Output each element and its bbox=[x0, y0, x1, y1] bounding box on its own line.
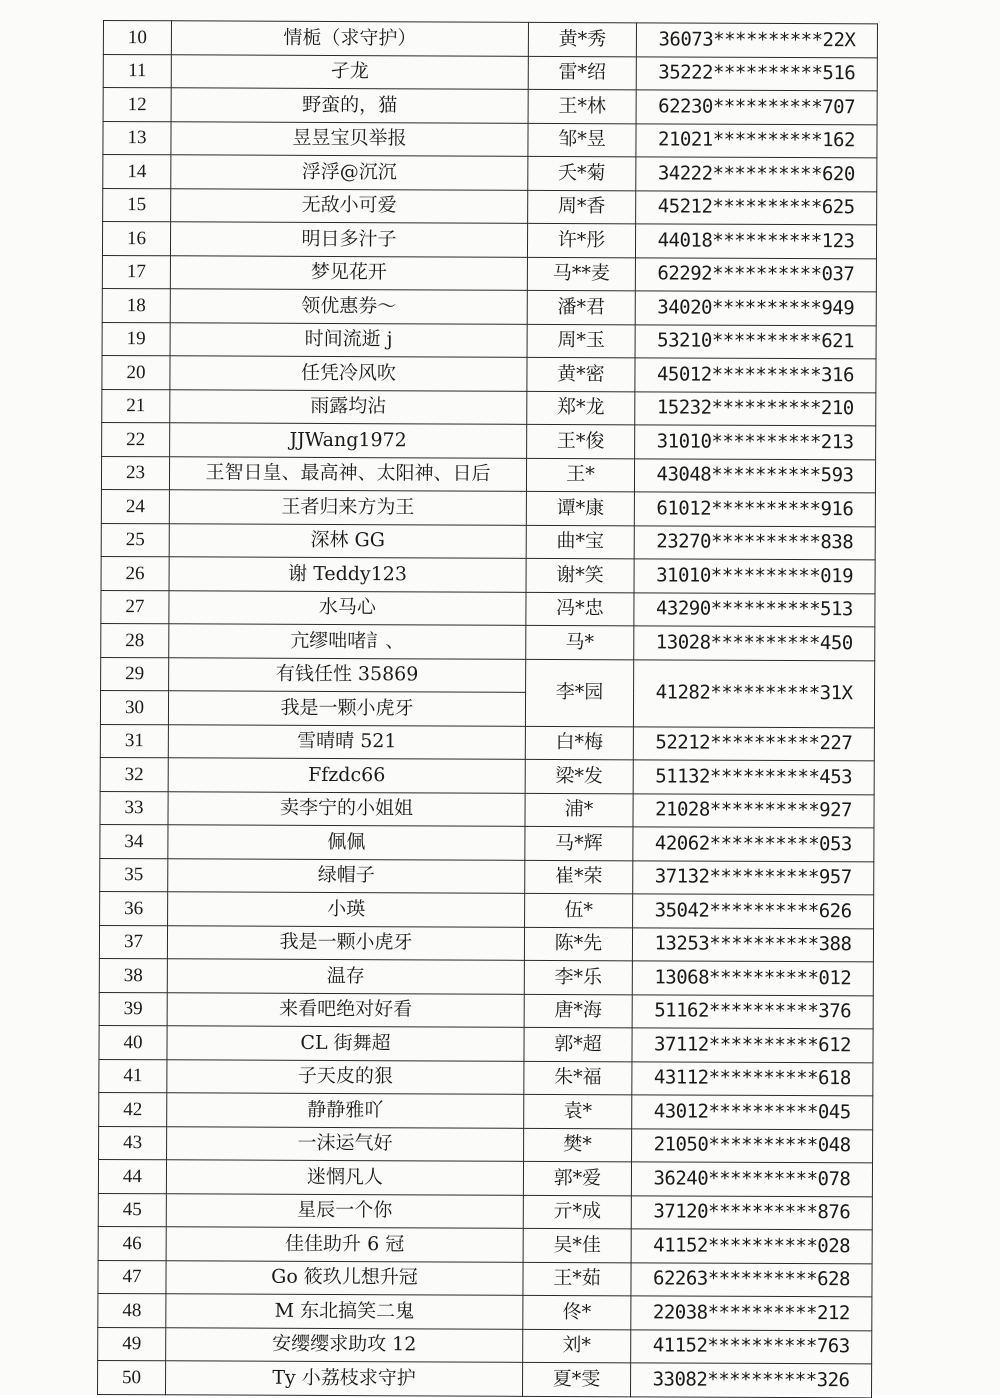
id-number-cell: 37120**********876 bbox=[631, 1195, 872, 1230]
table-row bbox=[102, 255, 876, 292]
real-name-cell: 邹*昱 bbox=[528, 123, 636, 157]
real-name-cell: 郭*爱 bbox=[523, 1161, 631, 1195]
real-name-cell: 马**麦 bbox=[527, 257, 635, 291]
nickname-cell: 小瑛 bbox=[168, 892, 525, 927]
row-number: 20 bbox=[102, 355, 170, 389]
nickname-cell: 我是一颗小虎牙 bbox=[167, 925, 524, 960]
table-row bbox=[98, 1193, 872, 1230]
id-number-cell: 41282**********31X bbox=[633, 659, 874, 727]
id-number-cell: 42062**********053 bbox=[633, 827, 874, 862]
nickname-cell: 浮浮@沉沉 bbox=[171, 155, 528, 190]
table-row bbox=[102, 422, 876, 459]
table-row bbox=[98, 1226, 872, 1263]
row-number: 18 bbox=[102, 288, 170, 322]
id-number-cell: 21021**********162 bbox=[636, 123, 877, 158]
id-number-cell: 51132**********453 bbox=[633, 760, 874, 795]
id-number-cell: 53210**********621 bbox=[635, 324, 876, 359]
real-name-cell: 唐*海 bbox=[524, 994, 632, 1028]
table-row bbox=[100, 757, 874, 794]
real-name-cell: 许*彤 bbox=[527, 223, 635, 257]
id-number-cell: 44018**********123 bbox=[635, 224, 876, 259]
row-number: 27 bbox=[101, 590, 169, 624]
real-name-cell: 陈*先 bbox=[524, 927, 632, 961]
id-number-cell: 43112**********618 bbox=[632, 1061, 873, 1096]
id-number-cell: 43048**********593 bbox=[634, 458, 875, 493]
id-number-cell: 36073**********22X bbox=[636, 23, 877, 58]
real-name-cell: 周*香 bbox=[528, 190, 636, 224]
real-name-cell: 王*林 bbox=[528, 89, 636, 123]
nickname-cell: 静静雅吖 bbox=[167, 1093, 524, 1128]
row-number: 32 bbox=[100, 757, 168, 791]
table-row bbox=[102, 222, 876, 259]
id-number-cell: 45212**********625 bbox=[636, 190, 877, 225]
nickname-cell: 有钱任性 35869 bbox=[169, 657, 526, 692]
table-row bbox=[101, 623, 875, 660]
row-number: 24 bbox=[101, 489, 169, 523]
row-number: 41 bbox=[99, 1059, 167, 1093]
roster-table bbox=[97, 20, 878, 1398]
nickname-cell: 孑龙 bbox=[171, 54, 528, 89]
table-row bbox=[102, 288, 876, 325]
row-number: 44 bbox=[98, 1159, 166, 1193]
row-number: 40 bbox=[99, 1025, 167, 1059]
row-number: 33 bbox=[100, 791, 168, 825]
real-name-cell: 谢*笑 bbox=[526, 558, 634, 592]
row-number: 15 bbox=[103, 188, 171, 222]
table-row bbox=[98, 1360, 872, 1397]
nickname-cell: 子天皮的狠 bbox=[167, 1059, 524, 1094]
nickname-cell: Ty 小荔枝求守护 bbox=[166, 1361, 523, 1396]
row-number: 36 bbox=[100, 891, 168, 925]
real-name-cell: 梁*发 bbox=[525, 759, 633, 793]
row-number: 25 bbox=[101, 523, 169, 557]
roster-body bbox=[98, 21, 878, 1398]
table-row bbox=[100, 891, 874, 928]
nickname-cell: 情栀（求守护） bbox=[171, 21, 528, 56]
table-row bbox=[102, 355, 876, 392]
nickname-cell: 卖李宁的小姐姐 bbox=[168, 791, 525, 826]
table-row bbox=[98, 1293, 872, 1330]
table-row bbox=[103, 188, 877, 225]
real-name-cell: 曲*宝 bbox=[526, 525, 634, 559]
nickname-cell: Go 筱玖儿想升冠 bbox=[166, 1260, 523, 1295]
table-row bbox=[99, 992, 873, 1029]
nickname-cell: 雪晴晴 521 bbox=[168, 724, 525, 759]
real-name-cell: 浦* bbox=[525, 793, 633, 827]
nickname-cell: 水马心 bbox=[169, 590, 526, 625]
real-name-cell: 王*俊 bbox=[527, 424, 635, 458]
real-name-cell: 袁* bbox=[524, 1094, 632, 1128]
row-number: 31 bbox=[100, 724, 168, 758]
real-name-cell: 冯*忠 bbox=[526, 592, 634, 626]
real-name-cell: 郭*超 bbox=[524, 1027, 632, 1061]
nickname-cell: 领优惠券～ bbox=[170, 289, 527, 324]
real-name-cell: 李*乐 bbox=[524, 960, 632, 994]
id-number-cell: 21028**********927 bbox=[633, 793, 874, 828]
real-name-cell: 刘* bbox=[523, 1329, 631, 1363]
id-number-cell: 43012**********045 bbox=[632, 1095, 873, 1130]
row-number: 22 bbox=[102, 422, 170, 456]
row-number: 30 bbox=[100, 690, 168, 724]
nickname-cell: 梦见花开 bbox=[170, 255, 527, 290]
real-name-cell: 白*梅 bbox=[525, 726, 633, 760]
table-row bbox=[101, 590, 875, 627]
id-number-cell: 41152**********763 bbox=[631, 1329, 872, 1364]
nickname-cell: 王智日皇、最高神、太阳神、日后 bbox=[169, 456, 526, 491]
real-name-cell: 周*玉 bbox=[527, 324, 635, 358]
table-row bbox=[101, 489, 875, 526]
row-number: 39 bbox=[99, 992, 167, 1026]
row-number: 37 bbox=[99, 925, 167, 959]
nickname-cell: 迷惘凡人 bbox=[166, 1160, 523, 1195]
nickname-cell: 时间流逝 j bbox=[170, 322, 527, 357]
real-name-cell: 谭*康 bbox=[526, 491, 634, 525]
row-number: 19 bbox=[102, 322, 170, 356]
table-row bbox=[99, 1092, 873, 1129]
id-number-cell: 22038**********212 bbox=[631, 1296, 872, 1331]
id-number-cell: 23270**********838 bbox=[634, 525, 875, 560]
table-row bbox=[100, 791, 874, 828]
row-number: 35 bbox=[100, 858, 168, 892]
id-number-cell: 43290**********513 bbox=[634, 592, 875, 627]
id-number-cell: 33082**********326 bbox=[630, 1363, 871, 1398]
nickname-cell: 昱昱宝贝举报 bbox=[171, 121, 528, 156]
real-name-cell: 夏*雯 bbox=[523, 1362, 631, 1396]
real-name-cell: 王*茹 bbox=[523, 1262, 631, 1296]
row-number: 13 bbox=[103, 121, 171, 155]
id-number-cell: 45012**********316 bbox=[635, 358, 876, 393]
real-name-cell: 佟* bbox=[523, 1295, 631, 1329]
id-number-cell: 15232**********210 bbox=[635, 391, 876, 426]
nickname-cell: 雨露均沾 bbox=[170, 389, 527, 424]
id-number-cell: 13253**********388 bbox=[632, 927, 873, 962]
real-name-cell: 崔*荣 bbox=[525, 860, 633, 894]
row-number: 49 bbox=[98, 1327, 166, 1361]
table-row bbox=[103, 54, 877, 91]
row-number: 28 bbox=[101, 623, 169, 657]
real-name-cell: 黄*秀 bbox=[528, 22, 636, 56]
real-name-cell: 郑*龙 bbox=[527, 391, 635, 425]
row-number: 12 bbox=[103, 88, 171, 122]
nickname-cell: M 东北搞笑二鬼 bbox=[166, 1294, 523, 1329]
nickname-cell: 谢 Teddy123 bbox=[169, 557, 526, 592]
table-row bbox=[99, 1025, 873, 1062]
nickname-cell: 来看吧绝对好看 bbox=[167, 992, 524, 1027]
table-row bbox=[103, 121, 877, 158]
nickname-cell: 一沫运气好 bbox=[167, 1126, 524, 1161]
id-number-cell: 13028**********450 bbox=[634, 626, 875, 661]
table-row bbox=[103, 21, 877, 58]
real-name-cell: 夭*菊 bbox=[528, 156, 636, 190]
real-name-cell: 马*辉 bbox=[525, 826, 633, 860]
table-row bbox=[100, 824, 874, 861]
table-row bbox=[101, 556, 875, 593]
row-number: 45 bbox=[98, 1193, 166, 1227]
real-name-cell: 李*园 bbox=[525, 659, 633, 726]
real-name-cell: 吴*佳 bbox=[523, 1228, 631, 1262]
row-number: 11 bbox=[103, 54, 171, 88]
table-row bbox=[99, 925, 873, 962]
id-number-cell: 62230**********707 bbox=[636, 90, 877, 125]
row-number: 29 bbox=[101, 657, 169, 691]
nickname-cell: 任凭冷风吹 bbox=[170, 356, 527, 391]
table-row bbox=[100, 858, 874, 895]
id-number-cell: 13068**********012 bbox=[632, 961, 873, 996]
nickname-cell: 佩佩 bbox=[168, 825, 525, 860]
id-number-cell: 21050**********048 bbox=[632, 1128, 873, 1163]
table-row bbox=[98, 1327, 872, 1364]
id-number-cell: 34222**********620 bbox=[636, 157, 877, 192]
row-number: 38 bbox=[99, 958, 167, 992]
nickname-cell: CL 街舞超 bbox=[167, 1026, 524, 1061]
id-number-cell: 41152**********028 bbox=[631, 1229, 872, 1264]
row-number: 43 bbox=[99, 1126, 167, 1160]
table-row bbox=[99, 958, 873, 995]
real-name-cell: 黄*密 bbox=[527, 357, 635, 391]
table-row bbox=[102, 389, 876, 426]
row-number: 50 bbox=[98, 1360, 166, 1394]
row-number: 34 bbox=[100, 824, 168, 858]
table-row bbox=[103, 88, 877, 125]
real-name-cell: 潘*君 bbox=[527, 290, 635, 324]
nickname-cell: 安缨缨求助攻 12 bbox=[166, 1327, 523, 1362]
real-name-cell: 樊* bbox=[524, 1128, 632, 1162]
row-number: 48 bbox=[98, 1293, 166, 1327]
row-number: 26 bbox=[101, 556, 169, 590]
nickname-cell: 野蛮的，猫 bbox=[171, 88, 528, 123]
id-number-cell: 31010**********019 bbox=[634, 559, 875, 594]
row-number: 10 bbox=[103, 21, 171, 55]
row-number: 14 bbox=[103, 155, 171, 189]
id-number-cell: 61012**********916 bbox=[634, 492, 875, 527]
real-name-cell: 伍* bbox=[525, 893, 633, 927]
table-row bbox=[102, 322, 876, 359]
nickname-cell: 温存 bbox=[167, 959, 524, 994]
nickname-cell: 佳佳助升 6 冠 bbox=[166, 1227, 523, 1262]
nickname-cell: JJWang1972 bbox=[170, 423, 527, 458]
row-number: 17 bbox=[102, 255, 170, 289]
row-number: 46 bbox=[98, 1226, 166, 1260]
id-number-cell: 37112**********612 bbox=[632, 1028, 873, 1063]
id-number-cell: 51162**********376 bbox=[632, 994, 873, 1029]
id-number-cell: 37132**********957 bbox=[633, 860, 874, 895]
table-row bbox=[99, 1059, 873, 1096]
table-row bbox=[98, 1159, 872, 1196]
id-number-cell: 35042**********626 bbox=[633, 894, 874, 929]
nickname-cell: 绿帽子 bbox=[168, 858, 525, 893]
real-name-cell: 雷*绍 bbox=[528, 56, 636, 90]
nickname-cell: 无敌小可爱 bbox=[171, 188, 528, 223]
row-number: 47 bbox=[98, 1260, 166, 1294]
real-name-cell: 王* bbox=[526, 458, 634, 492]
id-number-cell: 34020**********949 bbox=[635, 291, 876, 326]
nickname-cell: 亢缪咄啫訁、 bbox=[169, 624, 526, 659]
table-row bbox=[101, 456, 875, 493]
table-row bbox=[101, 657, 875, 694]
nickname-cell: 明日多汁子 bbox=[170, 222, 527, 257]
nickname-cell: Ffzdc66 bbox=[168, 758, 525, 793]
real-name-cell: 亓*成 bbox=[523, 1195, 631, 1229]
id-number-cell: 62263**********628 bbox=[631, 1262, 872, 1297]
table-row bbox=[98, 1260, 872, 1297]
id-number-cell: 31010**********213 bbox=[635, 425, 876, 460]
table-row bbox=[101, 523, 875, 560]
row-number: 23 bbox=[101, 456, 169, 490]
row-number: 21 bbox=[102, 389, 170, 423]
id-number-cell: 36240**********078 bbox=[631, 1162, 872, 1197]
real-name-cell: 马* bbox=[526, 625, 634, 659]
id-number-cell: 62292**********037 bbox=[635, 257, 876, 292]
table-row bbox=[99, 1126, 873, 1163]
nickname-cell: 星辰一个你 bbox=[166, 1193, 523, 1228]
table-row bbox=[100, 724, 874, 761]
id-number-cell: 35222**********516 bbox=[636, 56, 877, 91]
row-number: 16 bbox=[102, 222, 170, 256]
id-number-cell: 52212**********227 bbox=[633, 726, 874, 761]
table-row bbox=[103, 155, 877, 192]
row-number: 42 bbox=[99, 1092, 167, 1126]
nickname-cell: 我是一颗小虎牙 bbox=[168, 691, 525, 726]
nickname-cell: 王者归来方为王 bbox=[169, 490, 526, 525]
real-name-cell: 朱*福 bbox=[524, 1061, 632, 1095]
nickname-cell: 深林 GG bbox=[169, 523, 526, 558]
